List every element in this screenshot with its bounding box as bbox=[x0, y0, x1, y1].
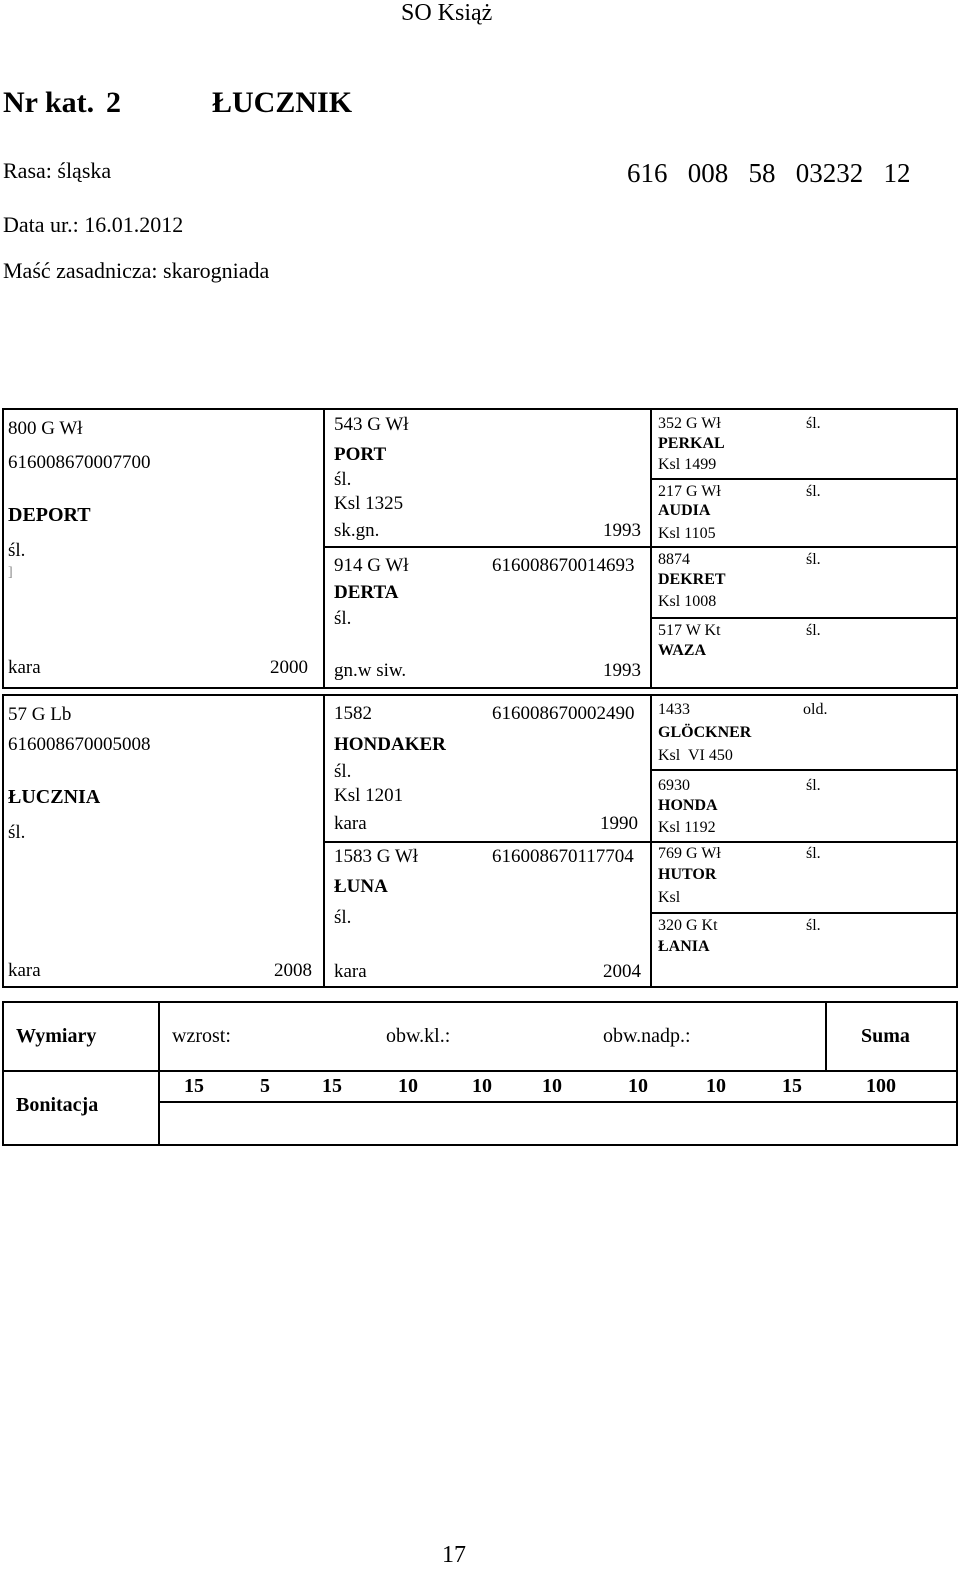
ss-year: 1993 bbox=[603, 520, 641, 541]
sd-year: 1993 bbox=[603, 660, 641, 681]
page-number: 17 bbox=[442, 1542, 466, 1568]
ss-ksl: Ksl 1325 bbox=[334, 493, 404, 514]
sdd-name: WAZA bbox=[658, 642, 707, 659]
dsd-breed: śl. bbox=[806, 777, 821, 794]
dd-year: 2004 bbox=[603, 961, 641, 982]
height-label: wzrost: bbox=[172, 1025, 231, 1047]
sss-breed: śl. bbox=[806, 415, 821, 432]
ds-id: 616008670002490 bbox=[492, 703, 635, 724]
sdd-breed: śl. bbox=[806, 622, 821, 639]
ss-name: PORT bbox=[334, 444, 387, 465]
date-of-birth: Data ur.: 16.01.2012 bbox=[3, 212, 184, 237]
sd-color: gn.w siw. bbox=[334, 660, 407, 681]
ds-year: 1990 bbox=[600, 813, 638, 834]
sum-label: Suma bbox=[861, 1025, 910, 1047]
sss-name: PERKAL bbox=[658, 435, 725, 452]
dss-breed: old. bbox=[803, 701, 828, 718]
org-name: SO Książ bbox=[401, 0, 493, 26]
dds-name: HUTOR bbox=[658, 866, 717, 883]
ss-color: sk.gn. bbox=[334, 520, 380, 541]
ss-breed: śl. bbox=[334, 469, 352, 490]
chest-label: obw.kl.: bbox=[386, 1025, 451, 1047]
dss-name: GLÖCKNER bbox=[658, 724, 752, 741]
sss-number: 352 G Wł bbox=[658, 415, 721, 432]
breed-line: Rasa: śląska bbox=[3, 158, 112, 183]
dam-id: 616008670005008 bbox=[8, 734, 151, 755]
dds-breed: śl. bbox=[806, 845, 821, 862]
sire-breed: śl. bbox=[8, 540, 26, 561]
horse-name: ŁUCZNIK bbox=[212, 86, 353, 119]
sds-name: DEKRET bbox=[658, 571, 726, 588]
ddd-number: 320 G Kt bbox=[658, 917, 718, 934]
dam-year: 2008 bbox=[274, 960, 312, 981]
catalog-number: 2 bbox=[106, 86, 121, 119]
score-value: 10 bbox=[706, 1075, 726, 1097]
dd-id: 616008670117704 bbox=[492, 846, 634, 867]
dss-ksl: Ksl VI 450 bbox=[658, 747, 733, 764]
score-value: 10 bbox=[398, 1075, 418, 1097]
sd-breed: śl. bbox=[334, 608, 352, 629]
sire-id: 616008670007700 bbox=[8, 452, 151, 473]
dsd-name: HONDA bbox=[658, 797, 718, 814]
sdd-number: 517 W Kt bbox=[658, 622, 721, 639]
dds-number: 769 G Wł bbox=[658, 845, 721, 862]
sss-ksl: Ksl 1499 bbox=[658, 456, 717, 473]
dds-ksl: Ksl bbox=[658, 889, 681, 906]
dsd-number: 6930 bbox=[658, 777, 690, 794]
coat-color: Maść zasadnicza: skarogniada bbox=[3, 258, 270, 283]
dss-number: 1433 bbox=[658, 701, 690, 718]
score-value: 15 bbox=[782, 1075, 802, 1097]
ssd-ksl: Ksl 1105 bbox=[658, 525, 716, 542]
sd-number: 914 G Wł bbox=[334, 555, 409, 576]
dd-breed: śl. bbox=[334, 907, 352, 928]
sire-mark: ] bbox=[8, 565, 13, 580]
ssd-number: 217 G Wł bbox=[658, 483, 721, 500]
ddd-name: ŁANIA bbox=[658, 938, 710, 955]
ddd-breed: śl. bbox=[806, 917, 821, 934]
dd-name: ŁUNA bbox=[334, 876, 388, 897]
dam-breed: śl. bbox=[8, 822, 26, 843]
ds-number: 1582 bbox=[334, 703, 372, 724]
dam-name: ŁUCZNIA bbox=[8, 786, 101, 808]
ss-number: 543 G Wł bbox=[334, 414, 409, 435]
ssd-breed: śl. bbox=[806, 483, 821, 500]
dam-color: kara bbox=[8, 960, 41, 981]
dsd-ksl: Ksl 1192 bbox=[658, 819, 716, 836]
score-label: Bonitacja bbox=[16, 1094, 99, 1116]
measure-label: Wymiary bbox=[16, 1025, 97, 1047]
score-value: 10 bbox=[628, 1075, 648, 1097]
sds-breed: śl. bbox=[806, 551, 821, 568]
sire-number: 800 G Wł bbox=[8, 418, 83, 439]
score-value: 15 bbox=[184, 1075, 204, 1097]
cannon-label: obw.nadp.: bbox=[603, 1025, 691, 1047]
score-value: 10 bbox=[472, 1075, 492, 1097]
ds-color: kara bbox=[334, 813, 367, 834]
dd-number: 1583 G Wł bbox=[334, 846, 419, 867]
registration-number: 616 008 58 03232 12 bbox=[627, 158, 911, 188]
sds-number: 8874 bbox=[658, 551, 690, 568]
ds-name: HONDAKER bbox=[334, 734, 446, 755]
sd-name: DERTA bbox=[334, 582, 399, 603]
catalog-label: Nr kat. bbox=[3, 86, 95, 119]
ds-breed: śl. bbox=[334, 761, 352, 782]
score-value: 5 bbox=[260, 1075, 270, 1097]
score-value: 15 bbox=[322, 1075, 342, 1097]
ds-ksl: Ksl 1201 bbox=[334, 785, 404, 806]
sire-color: kara bbox=[8, 657, 41, 678]
ssd-name: AUDIA bbox=[658, 502, 711, 519]
dd-color: kara bbox=[334, 961, 367, 982]
sd-id: 616008670014693 bbox=[492, 555, 635, 576]
score-total: 100 bbox=[866, 1075, 896, 1097]
score-value: 10 bbox=[542, 1075, 562, 1097]
sds-ksl: Ksl 1008 bbox=[658, 593, 717, 610]
sire-year: 2000 bbox=[270, 657, 308, 678]
dam-number: 57 G Lb bbox=[8, 704, 72, 725]
sire-name: DEPORT bbox=[8, 504, 91, 526]
